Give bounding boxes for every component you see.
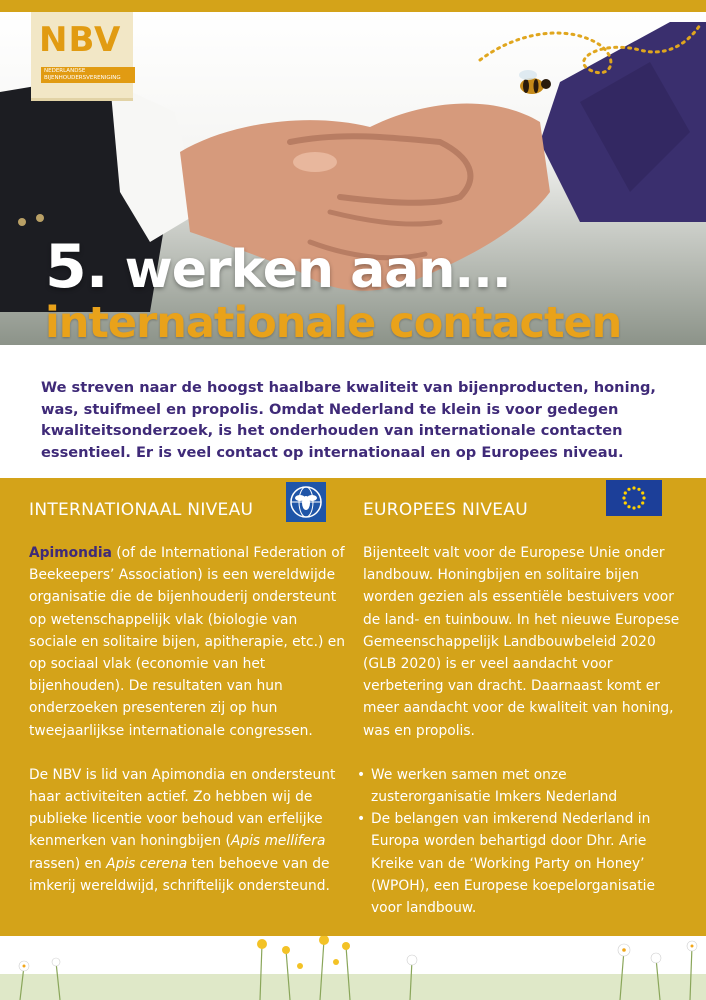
logo-subtitle-line2: BIJENHOUDERSVERENIGING [44,75,121,81]
apimondia-paragraph [29,542,347,742]
list-item [357,808,681,919]
european-heading: EUROPEES NIVEAU [363,500,528,520]
apimondia-text: (of de International Federation of Beekeepers’ Association) is een wereldwijde organisatie die de bijenhouderij ondersteunt op wetenschappelijk vlak (biologie van sociale en solitaire bijen, apitherapie, etc.) en op sociaal vlak (economie van het bijenhouden). De resultaten van hun onderzoeken presenteren zij op hun tweejaarlijkse internationale congressen. [29,545,346,739]
logo-subtitle [41,67,135,83]
eu-bullet-list [357,764,681,919]
eu-paragraph: Bijenteelt valt voor de Europese Unie onder landbouw. Honingbijen en solitaire bijen worden gezien als essentiële bestuivers voor de land- en tuinbouw. In het nieuwe Europese Gemeenschappelijk Landbouwbeleid 2020 (GLB 2020) is er veel aandacht voor verbetering van dracht. Daarnaast komt er meer aandacht voor de kwaliteit van honing, was en propolis. [363,545,680,739]
page-title [45,232,511,302]
european-body [357,542,681,919]
apimondia-logo-icon [286,482,326,522]
bullet-text: De belangen van imkerend Nederland in Europa worden behartigd door Dhr. Arie Kreike van de ‘Working Party on Honey’ (WPOH), een Europese koepelorganisatie voor landbouw. [371,811,655,917]
species-mellifera: Apis mellifera [230,833,326,850]
bullet-text: We werken samen met onze zusterorganisatie Imkers Nederland [371,766,618,806]
eu-flag-icon [606,480,662,516]
top-bar [0,0,706,12]
bee-flight-trail-icon [470,20,706,110]
title-line2: internationale contacten [45,298,622,345]
species-cerena: Apis cerena [106,855,188,872]
nbv-logo [31,12,133,101]
title-line1: werken aan... [124,240,511,300]
bullet-dot-icon: • [357,811,366,828]
nbv-member-paragraph [29,764,347,897]
bullet-dot-icon: • [357,766,366,783]
logo-subtitle-line1: NEDERLANDSE [44,68,86,74]
intro-paragraph: We streven naar de hoogst haalbare kwaliteit van bijenproducten, honing, was, stuifmeel en propolis. Omdat Nederland te klein is voor gedegen kwaliteitsonderzoek, is het onderhouden van internationale contacten essentieel. Er is veel contact op internationaal en op Europees niveau. [41,379,656,461]
apimondia-lead: Apimondia [29,545,112,561]
meadow-flowers-illustration [0,936,706,1000]
logo-name: NBV [39,20,122,60]
content-panel [0,478,706,936]
list-item [357,764,681,808]
hero-image [0,12,706,345]
international-body [29,542,347,897]
nbv-text-b: rassen) en [29,855,107,872]
nbv-text-a: De NBV is lid van Apimondia en ondersteunt haar activiteiten actief. Zo hebben wij de publieke licentie voor behoud van erfelijke kenmerken van honingbijen ( [29,766,336,850]
international-heading: INTERNATIONAAL NIVEAU [29,500,254,520]
title-number: 5. [45,232,108,302]
nbv-text-c: ten behoeve van de imkerij wereldwijd, schriftelijk ondersteund. [29,855,330,894]
